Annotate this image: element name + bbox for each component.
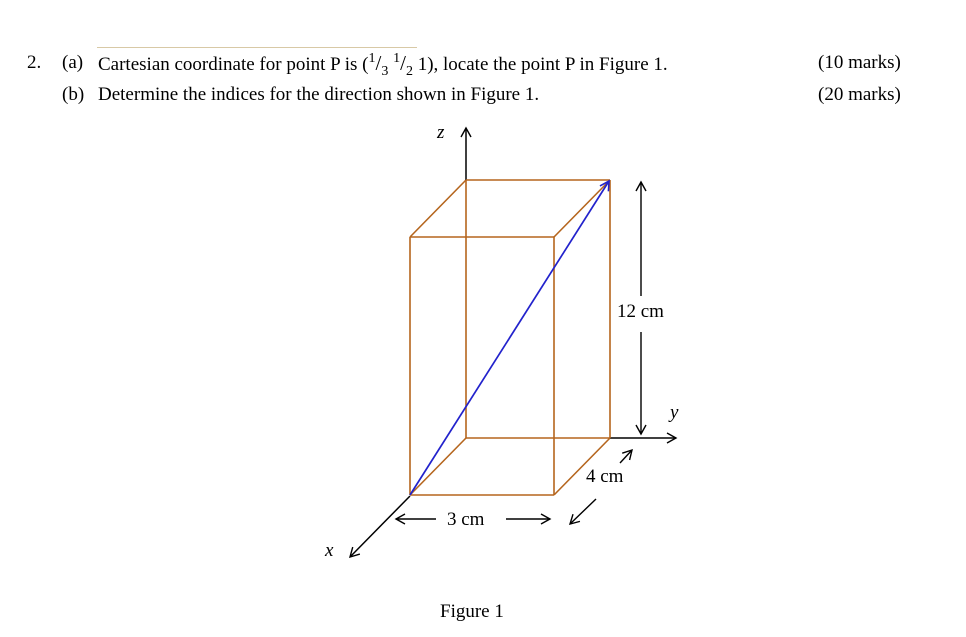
figure-caption: Figure 1 [440, 601, 504, 622]
z-axis-label: z [437, 122, 445, 143]
direction-vector [410, 181, 609, 495]
depth-dimension-arrow-down [570, 499, 596, 524]
part-a-text-after: 1), locate the point P in Figure 1. [412, 54, 668, 75]
y-axis-label: y [670, 402, 679, 423]
part-a-text-before: Cartesian coordinate for point P is ( [98, 54, 369, 75]
fraction-1-slash: / [375, 51, 382, 75]
box-edge-top-left [410, 180, 466, 237]
x-axis-line [350, 496, 410, 557]
part-b-text: Determine the indices for the direction shown in Figure 1. [98, 84, 540, 105]
part-b-label: (b) [62, 84, 85, 105]
fraction-1-denominator: 3 [381, 64, 389, 79]
fraction-2-denominator: 2 [405, 64, 413, 79]
question-number: 2. [27, 52, 42, 73]
part-a-marks: (10 marks) [818, 52, 901, 73]
depth-dimension-arrow-up [620, 450, 632, 463]
fraction-1-numerator: 1 [368, 51, 376, 66]
box-edge-bottom-left [410, 438, 466, 495]
fraction-2-slash: / [400, 51, 406, 75]
x-axis-label: x [325, 540, 334, 561]
part-b-marks: (20 marks) [818, 84, 901, 105]
width-dimension-label: 3 cm [447, 509, 485, 530]
depth-dimension-label: 4 cm [586, 466, 624, 487]
box-edge-top-right [554, 180, 610, 237]
height-dimension-label: 12 cm [617, 301, 664, 322]
fraction-2-numerator: 1 [393, 51, 401, 66]
part-a-label: (a) [62, 52, 84, 73]
